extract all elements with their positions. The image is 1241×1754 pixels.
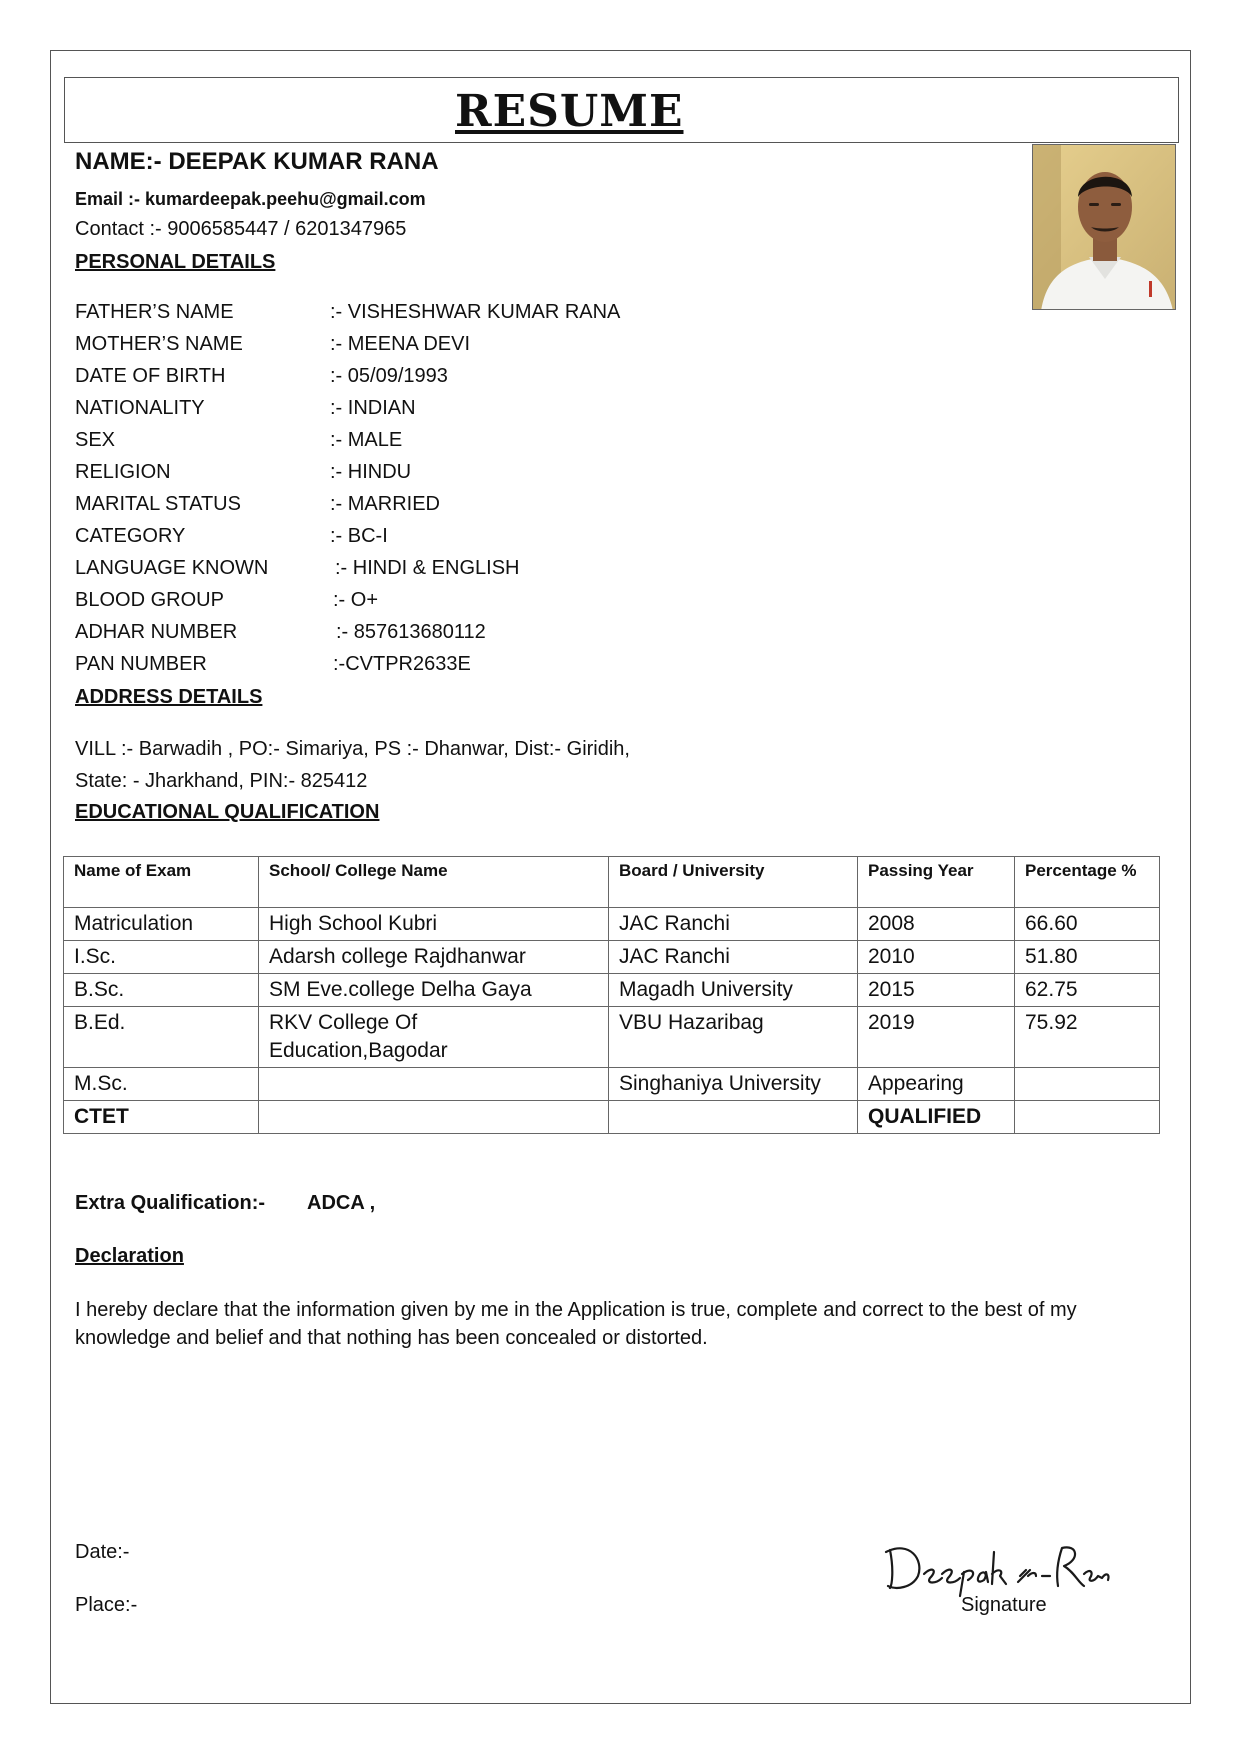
pd-label-blood-group: BLOOD GROUP	[75, 589, 224, 611]
school-cell	[259, 1068, 609, 1101]
declaration-text: I hereby declare that the information given by me in the Application is true, complete and correct to the best of my knowledge and belief and that nothing has been concealed or distorted.	[75, 1299, 1077, 1349]
email-line: Email :- kumardeepak.peehu@gmail.com	[75, 189, 426, 209]
pd-value-adhar: :- 857613680112	[336, 621, 486, 643]
pd-value-blood-group: :- O+	[333, 589, 379, 611]
percent-cell: 62.75	[1015, 974, 1160, 1007]
year-cell: 2019	[858, 1007, 1015, 1068]
column-header: Percentage %	[1015, 857, 1160, 908]
pd-value-category: :- BC-I	[330, 525, 388, 547]
school-cell: Adarsh college Rajdhanwar	[259, 941, 609, 974]
percent-cell: 51.80	[1015, 941, 1160, 974]
pd-label-nationality: NATIONALITY	[75, 397, 205, 419]
handwritten-signature	[880, 1530, 1120, 1600]
school-cell: RKV College Of Education,Bagodar	[259, 1007, 609, 1068]
pd-value-father: :- VISHESHWAR KUMAR RANA	[330, 301, 621, 323]
table-row	[64, 1101, 1160, 1134]
extra-qualification-label: Extra Qualification:-	[75, 1192, 266, 1214]
board-cell: Singhaniya University	[609, 1068, 858, 1101]
pd-label-category: CATEGORY	[75, 525, 186, 547]
resume-title: RESUME	[455, 86, 684, 137]
pd-value-marital-status: :- MARRIED	[330, 493, 440, 515]
personal-details-heading: PERSONAL DETAILS	[75, 251, 276, 273]
declaration-heading: Declaration	[75, 1245, 184, 1267]
contact-line: Contact :- 9006585447 / 6201347965	[75, 218, 407, 240]
pd-value-religion: :- HINDU	[330, 461, 412, 483]
table-row	[64, 908, 1160, 941]
table-row	[64, 1068, 1160, 1101]
address-line-1: VILL :- Barwadih , PO:- Simariya, PS :- Dhanwar, Dist:- Giridih,	[75, 738, 630, 760]
extra-qualification-value: ADCA ,	[307, 1192, 376, 1214]
pd-value-dob: :- 05/09/1993	[330, 365, 448, 387]
pd-label-language: LANGUAGE KNOWN	[75, 557, 269, 579]
pd-label-pan: PAN NUMBER	[75, 653, 207, 675]
pd-label-religion: RELIGION	[75, 461, 171, 483]
exam-cell: CTET	[64, 1101, 259, 1134]
percent-cell: 75.92	[1015, 1007, 1160, 1068]
pd-value-pan: :-CVTPR2633E	[333, 653, 471, 675]
place-label: Place:-	[75, 1594, 138, 1616]
table-header-row	[64, 857, 1160, 908]
pd-value-mother: :- MEENA DEVI	[330, 333, 471, 355]
profile-photo	[1032, 144, 1176, 310]
pd-value-nationality: :- INDIAN	[330, 397, 416, 419]
board-cell: JAC Ranchi	[609, 908, 858, 941]
board-cell: JAC Ranchi	[609, 941, 858, 974]
column-header: Passing Year	[858, 857, 1015, 908]
percent-cell	[1015, 1101, 1160, 1134]
school-cell	[259, 1101, 609, 1134]
board-cell	[609, 1101, 858, 1134]
exam-cell: I.Sc.	[64, 941, 259, 974]
pd-label-sex: SEX	[75, 429, 116, 451]
exam-cell: M.Sc.	[64, 1068, 259, 1101]
school-cell: SM Eve.college Delha Gaya	[259, 974, 609, 1007]
pd-label-mother: MOTHER’S NAME	[75, 333, 243, 355]
exam-cell: B.Sc.	[64, 974, 259, 1007]
school-cell: High School Kubri	[259, 908, 609, 941]
table-row	[64, 941, 1160, 974]
education-heading: EDUCATIONAL QUALIFICATION	[75, 801, 380, 823]
board-cell: VBU Hazaribag	[609, 1007, 858, 1068]
year-cell: Appearing	[858, 1068, 1015, 1101]
column-header: School/ College Name	[259, 857, 609, 908]
board-cell: Magadh University	[609, 974, 858, 1007]
percent-cell: 66.60	[1015, 908, 1160, 941]
education-table	[63, 856, 1160, 1134]
address-line-2: State: - Jharkhand, PIN:- 825412	[75, 770, 368, 792]
column-header: Name of Exam	[64, 857, 259, 908]
column-header: Board / University	[609, 857, 858, 908]
address-details-heading: ADDRESS DETAILS	[75, 686, 263, 708]
pd-label-father: FATHER’S NAME	[75, 301, 234, 323]
year-cell: 2010	[858, 941, 1015, 974]
pd-value-language: :- HINDI & ENGLISH	[335, 557, 520, 579]
signature-label: Signature	[961, 1594, 1047, 1616]
pd-label-marital-status: MARITAL STATUS	[75, 493, 241, 515]
table-row	[64, 974, 1160, 1007]
exam-cell: B.Ed.	[64, 1007, 259, 1068]
portrait-image	[1033, 145, 1176, 310]
year-cell: QUALIFIED	[858, 1101, 1015, 1134]
percent-cell	[1015, 1068, 1160, 1101]
table-row	[64, 1007, 1160, 1068]
pd-value-sex: :- MALE	[330, 429, 403, 451]
pd-label-dob: DATE OF BIRTH	[75, 365, 226, 387]
candidate-name: NAME:- DEEPAK KUMAR RANA	[75, 148, 439, 175]
year-cell: 2015	[858, 974, 1015, 1007]
date-label: Date:-	[75, 1541, 130, 1563]
exam-cell: Matriculation	[64, 908, 259, 941]
pd-label-adhar: ADHAR NUMBER	[75, 621, 238, 643]
year-cell: 2008	[858, 908, 1015, 941]
